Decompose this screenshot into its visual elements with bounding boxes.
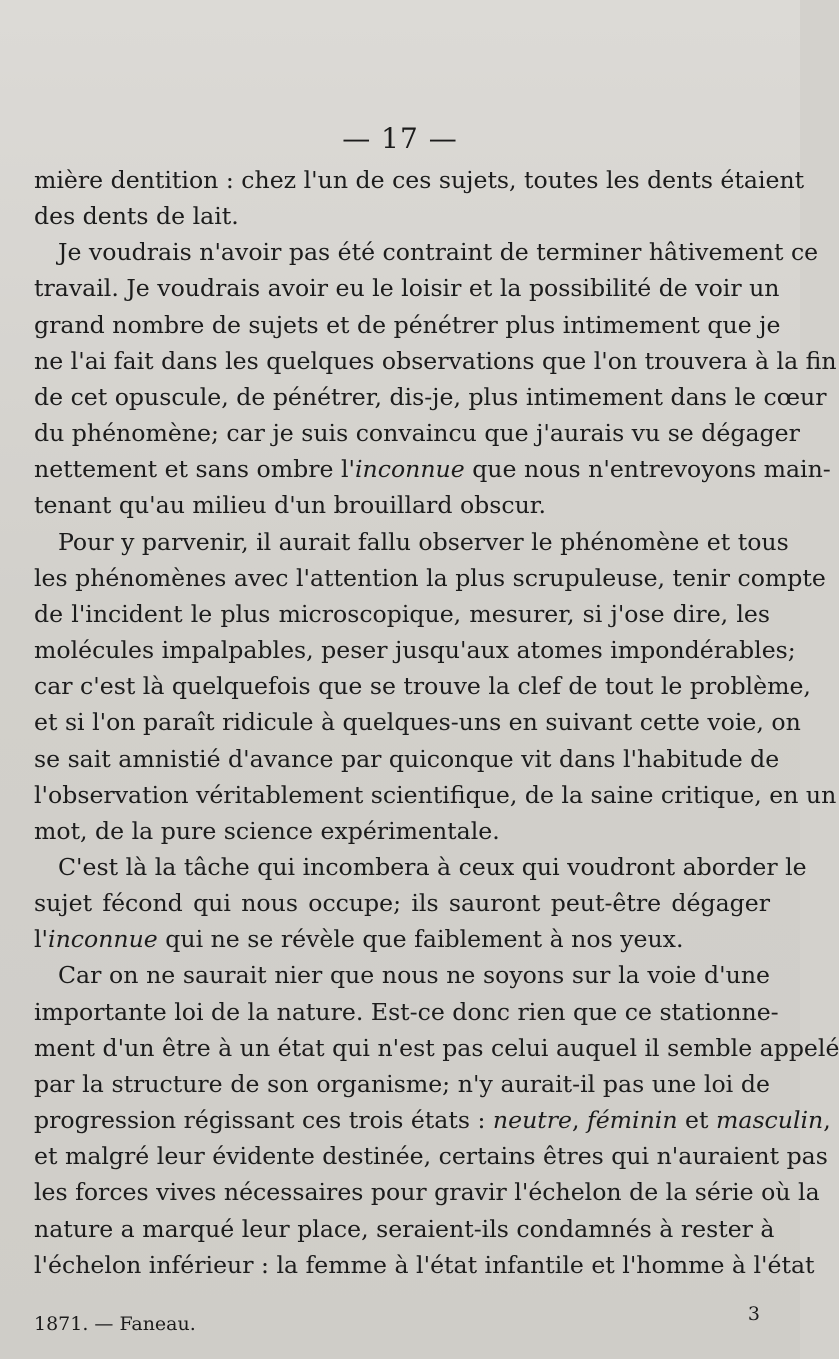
text-run: progression régissant ces trois états : xyxy=(34,1106,493,1135)
text-line xyxy=(34,704,801,740)
text-run: les phénomènes avec l'attention la plus scrupuleuse, tenir compte xyxy=(34,563,826,592)
text-run: l'échelon inférieur : la femme à l'état infantile et l'homme à l'état xyxy=(34,1250,815,1279)
text-run: et si l'on paraît ridicule à quelques-uns en suivant cette voie, on xyxy=(34,708,801,737)
text-run: car c'est là quelquefois que se trouve la clef de tout le problème, xyxy=(34,672,811,701)
text-run: ne l'ai fait dans les quelques observations que l'on trouvera à la fin xyxy=(34,346,837,375)
text-run: Pour y parvenir, il aurait fallu observer le phénomène et tous xyxy=(58,527,789,556)
text-line xyxy=(34,560,826,596)
text-run: grand nombre de sujets et de pénétrer plus intimement que je xyxy=(34,310,781,339)
text-run: , xyxy=(571,1106,587,1135)
text-run: l' xyxy=(34,925,49,954)
text-run: nettement et sans ombre l' xyxy=(34,455,355,484)
text-run: les forces vives nécessaires pour gravir l'échelon de la série où la xyxy=(34,1178,820,1207)
text-line xyxy=(34,1247,815,1283)
text-line xyxy=(34,307,781,343)
text-line xyxy=(34,162,805,198)
italic-term: féminin xyxy=(586,1106,678,1135)
text-line xyxy=(34,451,831,487)
paragraph xyxy=(34,162,805,234)
text-run: C'est là la tâche qui incombera à ceux qui voudront aborder le xyxy=(58,852,807,881)
text-run: de cet opuscule, de pénétrer, dis-je, plus intimement dans le cœur xyxy=(34,382,827,411)
text-line xyxy=(34,849,807,885)
text-run: molécules impalpables, peser jusqu'aux atomes impondérables; xyxy=(34,636,796,665)
page-number: — 17 — xyxy=(342,122,458,155)
text-line xyxy=(34,813,770,849)
text-line xyxy=(34,741,780,777)
text-run: mière dentition : chez l'un de ces sujets, toutes les dents étaient xyxy=(34,166,805,194)
text-line xyxy=(34,777,837,813)
text-line xyxy=(34,994,779,1030)
text-line xyxy=(34,632,796,668)
text-run: l'observation véritablement scientifique, de la saine critique, en un xyxy=(34,780,837,809)
italic-term: neutre xyxy=(492,1106,572,1135)
text-run: se sait amnistié d'avance par quiconque vit dans l'habitude de xyxy=(34,744,780,773)
text-line xyxy=(34,379,827,415)
text-line xyxy=(34,234,819,270)
text-line xyxy=(34,885,770,921)
text-run: et malgré leur évidente destinée, certains êtres qui n'auraient pas xyxy=(34,1142,828,1171)
paragraph xyxy=(34,234,837,523)
text-run: mot, de la pure science expérimentale. xyxy=(34,816,500,845)
text-line xyxy=(34,1102,831,1138)
text-run: que nous n'entrevoyons main- xyxy=(464,455,831,484)
text-run: et xyxy=(677,1106,716,1135)
text-line xyxy=(34,596,770,632)
text-line xyxy=(34,415,800,451)
text-run: nature a marqué leur place, seraient-ils condamnés à rester à xyxy=(34,1214,775,1243)
text-run: des dents de lait. xyxy=(34,202,239,231)
paragraph xyxy=(34,957,839,1282)
text-line xyxy=(34,1211,775,1247)
text-run: sujet fécond qui nous occupe; ils sauront peut-être dégager xyxy=(34,889,770,918)
text-line xyxy=(34,487,770,523)
text-run: ment d'un être à un état qui n'est pas celui auquel il semble appelé xyxy=(34,1033,839,1062)
text-run: qui ne se révèle que faiblement à nos yeux. xyxy=(157,925,684,954)
paragraph xyxy=(34,849,807,957)
sheet-number: 3 xyxy=(747,1303,760,1325)
body-text xyxy=(34,162,839,1283)
text-run: Car on ne saurait nier que nous ne soyons sur la voie d'une xyxy=(58,961,770,990)
text-line xyxy=(34,1030,839,1066)
text-line xyxy=(34,668,811,704)
text-line xyxy=(34,921,770,957)
printer-signature: 1871. — Faneau. xyxy=(34,1313,196,1335)
text-run: Je voudrais n'avoir pas été contraint de terminer hâtivement ce xyxy=(58,238,819,267)
text-run: travail. Je voudrais avoir eu le loisir et la possibilité de voir un xyxy=(34,274,780,303)
text-run: importante loi de la nature. Est-ce donc rien que ce stationne- xyxy=(34,997,779,1026)
italic-term: inconnue xyxy=(354,455,465,484)
text-run: de l'incident le plus microscopique, mesurer, si j'ose dire, les xyxy=(34,599,770,628)
italic-term: masculin xyxy=(716,1106,824,1135)
text-line xyxy=(34,343,837,379)
italic-term: inconnue xyxy=(48,925,158,954)
text-line xyxy=(34,270,780,306)
paragraph xyxy=(34,524,837,849)
text-line xyxy=(34,1066,770,1102)
text-line xyxy=(34,957,770,993)
text-run: tenant qu'au milieu d'un brouillard obscur. xyxy=(34,491,546,520)
text-line xyxy=(34,1174,820,1210)
text-run: par la structure de son organisme; n'y aurait-il pas une loi de xyxy=(34,1069,770,1098)
text-run: , xyxy=(823,1106,831,1135)
text-line xyxy=(34,198,770,234)
text-line xyxy=(34,1138,828,1174)
text-line xyxy=(34,524,789,560)
text-run: du phénomène; car je suis convaincu que j'aurais vu se dégager xyxy=(34,419,800,448)
